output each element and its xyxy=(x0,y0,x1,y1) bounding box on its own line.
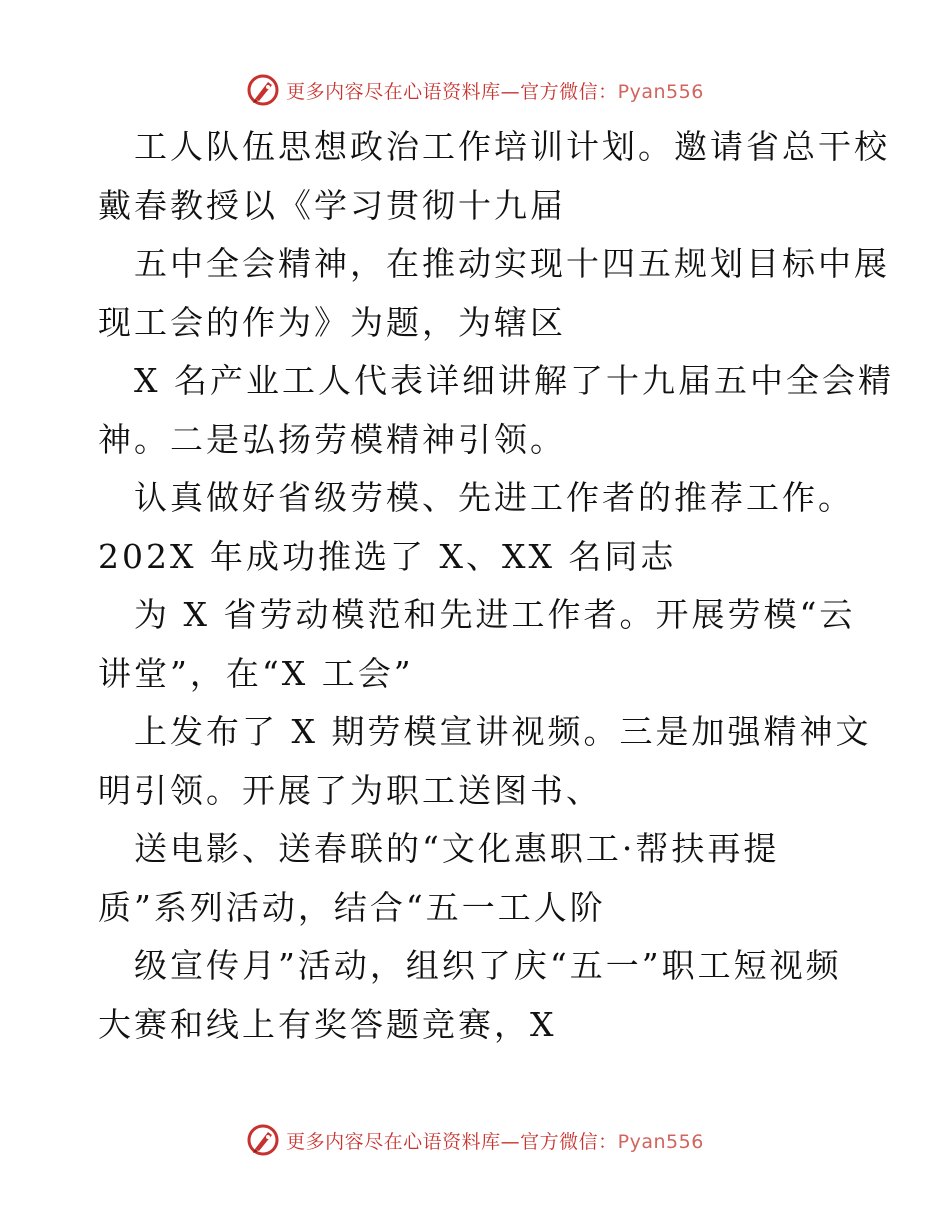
header-wechat-id: Pyan556 xyxy=(617,80,704,103)
body-line-9: 为 X 省劳动模范和先进工作者。开展劳模“云 xyxy=(134,595,856,634)
body-line-15: 级宣传月”活动，组织了庆“五一”职工短视频 xyxy=(134,946,842,985)
body-line-7: 认真做好省级劳模、先进工作者的推荐工作。 xyxy=(134,478,854,517)
footer-banner-content xyxy=(246,1123,704,1157)
body-line-3: 五中全会精神，在推动实现十四五规划目标中展 xyxy=(134,244,890,283)
header-banner-text: 更多内容尽在心语资料库—官方微信：Pyan556 xyxy=(286,80,704,103)
body-line-2: 戴春教授以《学习贯彻十九届 xyxy=(98,185,566,225)
body-line-14: 质”系列活动，结合“五一工人阶 xyxy=(98,887,606,927)
body-line-11: 上发布了 X 期劳模宣讲视频。三是加强精神文 xyxy=(134,712,872,751)
body-line-6: 神。二是弘扬劳模精神引领。 xyxy=(98,419,566,459)
body-line-1: 工人队伍思想政治工作培训计划。邀请省总干校 xyxy=(134,127,890,166)
body-line-13: 送电影、送春联的“文化惠职工·帮扶再提 xyxy=(134,829,780,868)
footer-wechat-id: Pyan556 xyxy=(617,1130,704,1153)
pen-nib-logo-icon xyxy=(246,73,280,107)
header-banner xyxy=(0,70,950,110)
body-line-12: 明引领。开展了为职工送图书、 xyxy=(98,770,602,810)
body-line-5: X 名产业工人代表详细讲解了十九届五中全会精 xyxy=(134,361,894,400)
document-body xyxy=(98,118,894,1054)
footer-banner-text: 更多内容尽在心语资料库—官方微信：Pyan556 xyxy=(286,1130,704,1153)
body-line-4: 现工会的作为》为题，为辖区 xyxy=(98,302,566,342)
header-banner-content xyxy=(246,73,704,107)
body-line-16: 大赛和线上有奖答题竞赛，X xyxy=(98,1004,557,1044)
footer-banner xyxy=(0,1120,950,1160)
pen-nib-logo-icon xyxy=(246,1123,280,1157)
body-line-10: 讲堂”，在“X 工会” xyxy=(98,653,414,693)
body-line-8: 202X 年成功推选了 X、XX 名同志 xyxy=(98,536,677,576)
